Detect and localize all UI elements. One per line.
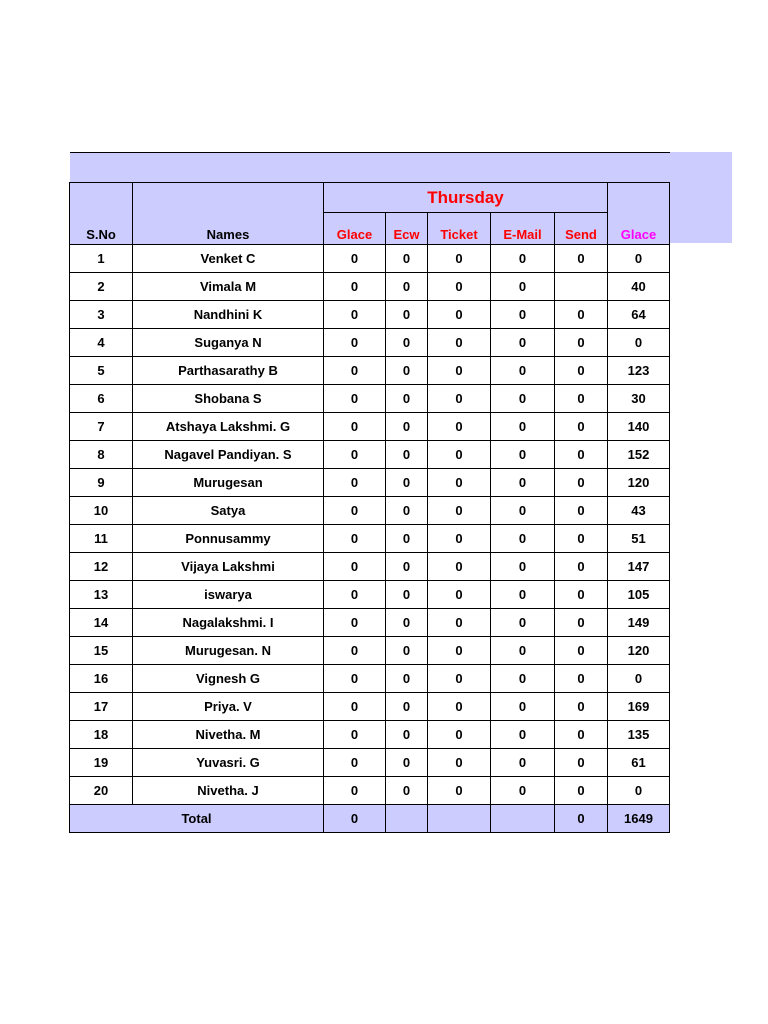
glace-cell[interactable]: 0	[324, 497, 386, 525]
ecw-cell[interactable]: 0	[386, 525, 428, 553]
name-cell[interactable]: iswarya	[133, 581, 324, 609]
send-cell[interactable]: 0	[555, 777, 608, 805]
sno-cell[interactable]: 20	[70, 777, 133, 805]
col-header-glace-total-label: Glace	[620, 227, 657, 242]
glace-cell[interactable]: 0	[324, 553, 386, 581]
email-cell[interactable]: 0	[491, 665, 555, 693]
ecw-cell[interactable]: 0	[386, 385, 428, 413]
table-row	[70, 385, 670, 413]
sno-cell[interactable]: 13	[70, 581, 133, 609]
day-header-label: Thursday	[427, 187, 504, 207]
glace-total-cell[interactable]: 105	[608, 581, 670, 609]
email-cell[interactable]: 0	[491, 497, 555, 525]
attendance-table	[69, 152, 670, 833]
ecw-cell[interactable]: 0	[386, 441, 428, 469]
total-row	[70, 805, 670, 833]
col-header-send-label: Send	[565, 227, 597, 242]
glace-cell[interactable]: 0	[324, 273, 386, 301]
glace-cell[interactable]: 0	[324, 693, 386, 721]
ticket-cell[interactable]: 0	[428, 497, 491, 525]
ecw-cell[interactable]: 0	[386, 301, 428, 329]
title-band-cell[interactable]	[70, 153, 670, 183]
table-row	[70, 245, 670, 273]
glace-cell[interactable]: 0	[324, 525, 386, 553]
name-cell[interactable]: Yuvasri. G	[133, 749, 324, 777]
glace-cell[interactable]: 0	[324, 581, 386, 609]
total-ecw-cell[interactable]	[386, 805, 428, 833]
sno-cell[interactable]: 17	[70, 693, 133, 721]
names-header-label: Names	[206, 227, 250, 242]
ticket-cell[interactable]: 0	[428, 749, 491, 777]
email-cell[interactable]: 0	[491, 749, 555, 777]
glace-total-cell[interactable]: 0	[608, 245, 670, 273]
send-cell[interactable]: 0	[555, 637, 608, 665]
col-header-email[interactable]	[491, 213, 555, 245]
table-row	[70, 693, 670, 721]
sno-cell[interactable]: 5	[70, 357, 133, 385]
glace-total-cell[interactable]: 135	[608, 721, 670, 749]
glace-total-cell[interactable]: 61	[608, 749, 670, 777]
glace-cell[interactable]: 0	[324, 721, 386, 749]
ticket-cell[interactable]: 0	[428, 469, 491, 497]
ecw-cell[interactable]: 0	[386, 273, 428, 301]
table-row	[70, 721, 670, 749]
ticket-cell[interactable]: 0	[428, 525, 491, 553]
sno-cell[interactable]: 14	[70, 609, 133, 637]
name-cell[interactable]: Murugesan	[133, 469, 324, 497]
send-cell[interactable]: 0	[555, 469, 608, 497]
glace-total-cell[interactable]: 120	[608, 637, 670, 665]
send-cell[interactable]: 0	[555, 581, 608, 609]
send-cell[interactable]: 0	[555, 245, 608, 273]
glace-cell[interactable]: 0	[324, 469, 386, 497]
ticket-cell[interactable]: 0	[428, 245, 491, 273]
total-email-cell[interactable]	[491, 805, 555, 833]
col-header-ticket-label: Ticket	[440, 227, 478, 242]
ecw-cell[interactable]: 0	[386, 637, 428, 665]
title-band-row	[70, 153, 670, 183]
email-cell[interactable]: 0	[491, 553, 555, 581]
ecw-cell[interactable]: 0	[386, 329, 428, 357]
ecw-cell[interactable]: 0	[386, 777, 428, 805]
ticket-cell[interactable]: 0	[428, 637, 491, 665]
ticket-cell[interactable]: 0	[428, 273, 491, 301]
glace-total-cell[interactable]: 0	[608, 777, 670, 805]
sno-cell[interactable]: 15	[70, 637, 133, 665]
ecw-cell[interactable]: 0	[386, 553, 428, 581]
sno-cell[interactable]: 18	[70, 721, 133, 749]
table-row	[70, 637, 670, 665]
col-header-glace-total[interactable]	[608, 213, 670, 245]
col-header-glace-label: Glace	[336, 227, 373, 242]
glace-cell[interactable]: 0	[324, 637, 386, 665]
email-cell[interactable]: 0	[491, 609, 555, 637]
ticket-cell[interactable]: 0	[428, 609, 491, 637]
table-row	[70, 609, 670, 637]
sno-cell[interactable]: 8	[70, 441, 133, 469]
email-cell[interactable]: 0	[491, 413, 555, 441]
day-header-row	[70, 183, 670, 213]
col-header-glace[interactable]	[324, 213, 386, 245]
name-cell[interactable]: Nandhini K	[133, 301, 324, 329]
glace-total-cell[interactable]: 43	[608, 497, 670, 525]
sno-cell[interactable]: 16	[70, 665, 133, 693]
send-cell[interactable]: 0	[555, 301, 608, 329]
ticket-cell[interactable]: 0	[428, 441, 491, 469]
total-label-cell[interactable]: Total	[70, 805, 324, 833]
sno-cell[interactable]: 1	[70, 245, 133, 273]
sno-cell[interactable]: 10	[70, 497, 133, 525]
ticket-cell[interactable]: 0	[428, 721, 491, 749]
table-row	[70, 553, 670, 581]
sno-cell[interactable]: 3	[70, 301, 133, 329]
name-cell[interactable]: Vimala M	[133, 273, 324, 301]
sno-header-label: S.No	[86, 227, 116, 242]
table-row	[70, 441, 670, 469]
sno-cell[interactable]: 9	[70, 469, 133, 497]
table-row	[70, 749, 670, 777]
sno-cell[interactable]: 12	[70, 553, 133, 581]
glace-total-cell[interactable]: 40	[608, 273, 670, 301]
send-cell[interactable]: 0	[555, 357, 608, 385]
sno-cell[interactable]: 6	[70, 385, 133, 413]
name-cell[interactable]: Nagalakshmi. I	[133, 609, 324, 637]
glace-total-cell[interactable]: 147	[608, 553, 670, 581]
glace-cell[interactable]: 0	[324, 413, 386, 441]
email-cell[interactable]: 0	[491, 301, 555, 329]
send-cell[interactable]	[555, 273, 608, 301]
name-cell[interactable]: Nivetha. M	[133, 721, 324, 749]
ticket-cell[interactable]: 0	[428, 777, 491, 805]
table-row	[70, 413, 670, 441]
name-cell[interactable]: Satya	[133, 497, 324, 525]
email-cell[interactable]: 0	[491, 357, 555, 385]
email-cell[interactable]: 0	[491, 581, 555, 609]
ecw-cell[interactable]: 0	[386, 357, 428, 385]
glace-total-cell[interactable]: 0	[608, 329, 670, 357]
send-cell[interactable]: 0	[555, 609, 608, 637]
send-cell[interactable]: 0	[555, 665, 608, 693]
table-row	[70, 273, 670, 301]
send-cell[interactable]: 0	[555, 441, 608, 469]
name-cell[interactable]: Suganya N	[133, 329, 324, 357]
table-row	[70, 525, 670, 553]
ecw-cell[interactable]: 0	[386, 413, 428, 441]
col-header-ecw-label: Ecw	[393, 227, 420, 242]
ecw-cell[interactable]: 0	[386, 721, 428, 749]
ecw-cell[interactable]: 0	[386, 665, 428, 693]
ticket-cell[interactable]: 0	[428, 581, 491, 609]
name-cell[interactable]: Atshaya Lakshmi. G	[133, 413, 324, 441]
ticket-cell[interactable]: 0	[428, 357, 491, 385]
table-row	[70, 581, 670, 609]
send-cell[interactable]: 0	[555, 385, 608, 413]
header-fill-overflow	[669, 152, 732, 243]
name-cell[interactable]: Nagavel Pandiyan. S	[133, 441, 324, 469]
email-cell[interactable]: 0	[491, 721, 555, 749]
name-cell[interactable]: Nivetha. J	[133, 777, 324, 805]
email-cell[interactable]: 0	[491, 329, 555, 357]
name-cell[interactable]: Venket C	[133, 245, 324, 273]
glace-cell[interactable]: 0	[324, 357, 386, 385]
total-ticket-cell[interactable]	[428, 805, 491, 833]
send-cell[interactable]: 0	[555, 497, 608, 525]
name-cell[interactable]: Priya. V	[133, 693, 324, 721]
ticket-cell[interactable]: 0	[428, 413, 491, 441]
name-cell[interactable]: Shobana S	[133, 385, 324, 413]
ecw-cell[interactable]: 0	[386, 693, 428, 721]
send-cell[interactable]: 0	[555, 413, 608, 441]
send-cell[interactable]: 0	[555, 721, 608, 749]
ecw-cell[interactable]: 0	[386, 609, 428, 637]
sno-cell[interactable]: 11	[70, 525, 133, 553]
ticket-cell[interactable]: 0	[428, 301, 491, 329]
table-row	[70, 301, 670, 329]
glace-cell[interactable]: 0	[324, 385, 386, 413]
glace-total-cell[interactable]: 64	[608, 301, 670, 329]
extra-header-cell[interactable]	[608, 183, 670, 213]
name-cell[interactable]: Murugesan. N	[133, 637, 324, 665]
table-row	[70, 497, 670, 525]
ticket-cell[interactable]: 0	[428, 385, 491, 413]
email-cell[interactable]: 0	[491, 273, 555, 301]
glace-cell[interactable]: 0	[324, 609, 386, 637]
sno-cell[interactable]: 4	[70, 329, 133, 357]
email-cell[interactable]: 0	[491, 385, 555, 413]
total-send-cell[interactable]: 0	[555, 805, 608, 833]
day-header-cell[interactable]	[324, 183, 608, 213]
glace-cell[interactable]: 0	[324, 777, 386, 805]
ecw-cell[interactable]: 0	[386, 469, 428, 497]
email-cell[interactable]: 0	[491, 469, 555, 497]
col-header-ecw[interactable]	[386, 213, 428, 245]
name-cell[interactable]: Ponnusammy	[133, 525, 324, 553]
name-cell[interactable]: Vijaya Lakshmi	[133, 553, 324, 581]
email-cell[interactable]: 0	[491, 525, 555, 553]
ticket-cell[interactable]: 0	[428, 553, 491, 581]
table-row	[70, 665, 670, 693]
ticket-cell[interactable]: 0	[428, 665, 491, 693]
glace-total-cell[interactable]: 51	[608, 525, 670, 553]
ticket-cell[interactable]: 0	[428, 693, 491, 721]
table-row	[70, 329, 670, 357]
sno-cell[interactable]: 19	[70, 749, 133, 777]
email-cell[interactable]: 0	[491, 693, 555, 721]
glace-total-cell[interactable]: 169	[608, 693, 670, 721]
email-cell[interactable]: 0	[491, 441, 555, 469]
table-row	[70, 357, 670, 385]
glace-total-cell[interactable]: 0	[608, 665, 670, 693]
sno-header-cell[interactable]	[70, 183, 133, 245]
glace-cell[interactable]: 0	[324, 665, 386, 693]
send-cell[interactable]: 0	[555, 329, 608, 357]
sno-cell[interactable]: 2	[70, 273, 133, 301]
glace-total-cell[interactable]: 30	[608, 385, 670, 413]
send-cell[interactable]: 0	[555, 749, 608, 777]
col-header-ticket[interactable]	[428, 213, 491, 245]
email-cell[interactable]: 0	[491, 637, 555, 665]
col-header-send[interactable]	[555, 213, 608, 245]
glace-cell[interactable]: 0	[324, 441, 386, 469]
table-row	[70, 777, 670, 805]
glace-total-cell[interactable]: 123	[608, 357, 670, 385]
ecw-cell[interactable]: 0	[386, 749, 428, 777]
name-cell[interactable]: Vignesh G	[133, 665, 324, 693]
glace-total-cell[interactable]: 149	[608, 609, 670, 637]
glace-cell[interactable]: 0	[324, 749, 386, 777]
glace-cell[interactable]: 0	[324, 245, 386, 273]
table-row	[70, 469, 670, 497]
glace-total-cell[interactable]: 140	[608, 413, 670, 441]
ticket-cell[interactable]: 0	[428, 329, 491, 357]
glace-cell[interactable]: 0	[324, 301, 386, 329]
glace-total-cell[interactable]: 152	[608, 441, 670, 469]
ecw-cell[interactable]: 0	[386, 245, 428, 273]
email-cell[interactable]: 0	[491, 777, 555, 805]
ecw-cell[interactable]: 0	[386, 497, 428, 525]
ecw-cell[interactable]: 0	[386, 581, 428, 609]
send-cell[interactable]: 0	[555, 693, 608, 721]
send-cell[interactable]: 0	[555, 553, 608, 581]
sno-cell[interactable]: 7	[70, 413, 133, 441]
glace-total-cell[interactable]: 120	[608, 469, 670, 497]
glace-cell[interactable]: 0	[324, 329, 386, 357]
name-cell[interactable]: Parthasarathy B	[133, 357, 324, 385]
names-header-cell[interactable]	[133, 183, 324, 245]
total-glace-total-cell[interactable]: 1649	[608, 805, 670, 833]
col-header-email-label: E-Mail	[503, 227, 542, 242]
total-glace-cell[interactable]: 0	[324, 805, 386, 833]
send-cell[interactable]: 0	[555, 525, 608, 553]
email-cell[interactable]: 0	[491, 245, 555, 273]
